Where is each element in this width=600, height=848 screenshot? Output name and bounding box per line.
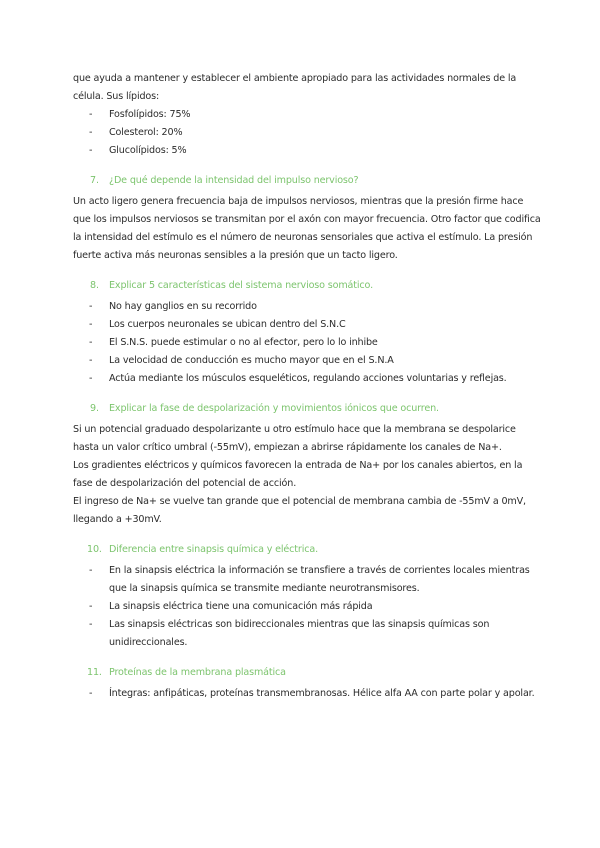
bullet-dash: -	[89, 373, 93, 384]
bullet-dash: -	[89, 145, 93, 156]
section-heading-7	[73, 172, 543, 190]
somatic-features-list	[73, 298, 543, 388]
section-title: Explicar 5 características del sistema nervioso somático.	[109, 280, 373, 291]
bullet-dash: -	[89, 619, 93, 630]
bullet-dash: -	[89, 319, 93, 330]
section-paragraph: El ingreso de Na+ se vuelve tan grande que el potencial de membrana cambia de -55mV a 0mV, llegando a +30mV.	[73, 496, 526, 525]
intro-paragraph: que ayuda a mantener y establecer el ambiente apropiado para las actividades normales de la célula. Sus lípidos:	[73, 73, 517, 102]
list-item: - Íntegras: anfipáticas, proteínas transmembranosas. Hélice alfa AA con parte polar y apolar.	[73, 685, 543, 703]
bullet-dash: -	[89, 109, 93, 120]
section-paragraph: Si un potencial graduado despolarizante u otro estímulo hace que la membrana se despolarice hasta un valor crítico umbral (-55mV), empiezan a abrirse rápidamente los canales de Na+.	[73, 424, 516, 453]
page-content	[73, 70, 543, 703]
section-title: Explicar la fase de despolarización y movimientos iónicos que ocurren.	[109, 403, 439, 414]
section-number: 10.	[87, 544, 102, 555]
list-item: - No hay ganglios en su recorrido	[73, 298, 543, 316]
lipid-list	[73, 106, 543, 160]
section-paragraph: Los gradientes eléctricos y químicos favorecen la entrada de Na+ por los canales abiertos, en la fase de despolarización del potencial de acción.	[73, 460, 523, 489]
section-paragraph: Un acto ligero genera frecuencia baja de impulsos nerviosos, mientras que la presión firme hace que los impulsos nerviosos se transmitan por el axón con mayor frecuencia. Otro factor que codifica la intensidad del estímulo es el número de neuronas sensoriales que activa el estímulo. La presión fuerte activa más neuronas sensibles a la presión que un tacto ligero.	[73, 196, 541, 261]
section-title: ¿De qué depende la intensidad del impulso nervioso?	[109, 175, 359, 186]
bullet-dash: -	[89, 337, 93, 348]
list-item: - En la sinapsis eléctrica la información se transfiere a través de corrientes locales mientras que la sinapsis química se transmite mediante neurotransmisores.	[73, 562, 543, 598]
bullet-dash: -	[89, 301, 93, 312]
list-item: - Fosfolípidos: 75%	[73, 106, 543, 124]
section-heading-11	[73, 664, 543, 682]
section-heading-9	[73, 400, 543, 418]
section-heading-8	[73, 277, 543, 295]
section-number: 7.	[90, 175, 99, 186]
bullet-dash: -	[89, 688, 93, 699]
section-title: Diferencia entre sinapsis química y eléctrica.	[109, 544, 318, 555]
bullet-dash: -	[89, 355, 93, 366]
synapse-differences-list	[73, 562, 543, 652]
list-item: - El S.N.S. puede estimular o no al efector, pero lo lo inhibe	[73, 334, 543, 352]
bullet-dash: -	[89, 601, 93, 612]
membrane-proteins-list	[73, 685, 543, 703]
list-item: - La sinapsis eléctrica tiene una comunicación más rápida	[73, 598, 543, 616]
list-item: - Las sinapsis eléctricas son bidireccionales mientras que las sinapsis químicas son unidireccionales.	[73, 616, 543, 652]
section-heading-10	[73, 541, 543, 559]
section-number: 11.	[87, 667, 102, 678]
section-number: 9.	[90, 403, 99, 414]
list-item: - La velocidad de conducción es mucho mayor que en el S.N.A	[73, 352, 543, 370]
bullet-dash: -	[89, 127, 93, 138]
list-item: - Los cuerpos neuronales se ubican dentro del S.N.C	[73, 316, 543, 334]
list-item: - Glucolípidos: 5%	[73, 142, 543, 160]
section-number: 8.	[90, 280, 99, 291]
bullet-dash: -	[89, 565, 93, 576]
section-title: Proteínas de la membrana plasmática	[109, 667, 286, 678]
list-item: - Actúa mediante los músculos esqueléticos, regulando acciones voluntarias y reflejas.	[73, 370, 543, 388]
list-item: - Colesterol: 20%	[73, 124, 543, 142]
